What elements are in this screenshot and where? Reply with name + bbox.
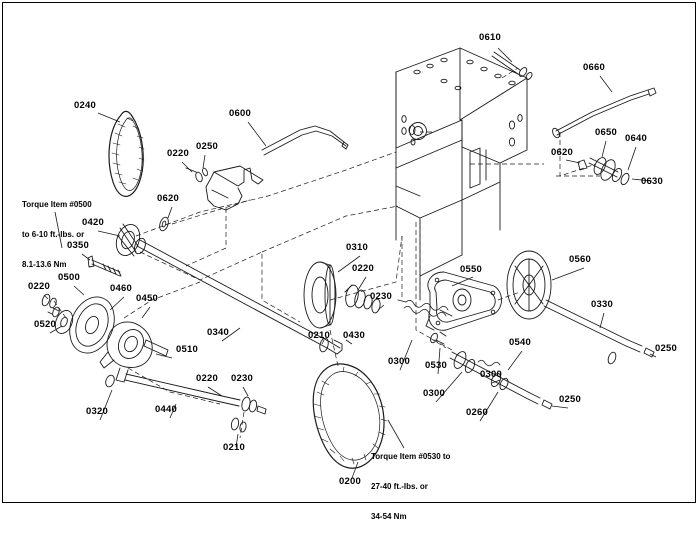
part-label-0300-a: 0300 — [388, 356, 410, 367]
part-label-0220-d: 0220 — [196, 373, 218, 384]
part-label-0420: 0420 — [82, 217, 104, 228]
part-label-0220-a: 0220 — [167, 148, 189, 159]
torque-note-0530-line-3: 34-54 Nm — [371, 512, 407, 521]
part-label-0350: 0350 — [67, 240, 89, 251]
part-label-0340: 0340 — [207, 327, 229, 338]
bolt-0350 — [88, 256, 121, 276]
part-label-0250-b: 0250 — [655, 343, 677, 354]
part-label-0440: 0440 — [155, 404, 177, 415]
part-label-0310: 0310 — [346, 242, 368, 253]
part-label-0500: 0500 — [58, 272, 80, 283]
part-label-0630: 0630 — [641, 176, 663, 187]
part-label-0200: 0200 — [339, 476, 361, 487]
part-label-0300-b: 0300 — [423, 388, 445, 399]
part-label-0330: 0330 — [591, 299, 613, 310]
hardware-cluster-right — [578, 156, 631, 186]
spring-0300-right — [478, 360, 500, 366]
part-label-0230-a: 0230 — [370, 291, 392, 302]
torque-note-0500-line-1: Torque Item #0500 — [22, 200, 92, 209]
part-label-0560: 0560 — [569, 254, 591, 265]
part-label-0530: 0530 — [425, 360, 447, 371]
part-label-0320: 0320 — [86, 406, 108, 417]
part-label-0220-c: 0220 — [28, 281, 50, 292]
part-label-0300-c: 0300 — [480, 369, 502, 380]
part-label-0650: 0650 — [595, 127, 617, 138]
bolt-0610 — [492, 52, 533, 81]
part-label-0600: 0600 — [229, 108, 251, 119]
part-label-0540: 0540 — [509, 337, 531, 348]
torque-note-0530 — [371, 432, 450, 542]
part-label-0230-b: 0230 — [231, 373, 253, 384]
bracket-0600 — [186, 166, 263, 210]
torque-note-0530-line-2: 27-40 ft.-lbs. or — [371, 482, 428, 491]
spring-0300-left — [398, 300, 452, 316]
pulley-0460 — [48, 290, 122, 360]
part-label-0240: 0240 — [74, 100, 96, 111]
part-label-0550: 0550 — [460, 264, 482, 275]
part-label-0620-a: 0620 — [551, 147, 573, 158]
part-label-0610: 0610 — [479, 32, 501, 43]
torque-note-0500-line-3: 8.1-13.6 Nm — [22, 260, 67, 269]
part-label-0660: 0660 — [583, 62, 605, 73]
part-label-0460: 0460 — [110, 283, 132, 294]
friction-disc-0310 — [304, 262, 336, 328]
torque-note-0500-line-2: to 6-10 ft.-lbs. or — [22, 230, 85, 239]
part-label-0430: 0430 — [343, 330, 365, 341]
leader-lines — [44, 48, 656, 478]
wheel-0560 — [507, 251, 551, 319]
part-label-0250-a: 0250 — [196, 141, 218, 152]
part-label-0210-a: 0210 — [308, 330, 330, 341]
gearbox-0510 — [100, 322, 168, 388]
part-label-0520: 0520 — [34, 319, 56, 330]
part-label-0510: 0510 — [176, 344, 198, 355]
part-label-0450: 0450 — [136, 293, 158, 304]
part-label-0640: 0640 — [625, 133, 647, 144]
torque-note-0530-line-1: Torque Item #0530 to — [371, 452, 451, 461]
part-label-0620-b: 0620 — [157, 193, 179, 204]
torque-note-0500 — [22, 180, 92, 290]
part-label-0260: 0260 — [466, 407, 488, 418]
hardware-0520 — [41, 293, 58, 309]
part-label-0250-c: 0250 — [559, 394, 581, 405]
part-label-0210-b: 0210 — [223, 442, 245, 453]
rod-0600 — [262, 126, 348, 155]
part-label-0220-b: 0220 — [352, 263, 374, 274]
chain-0240 — [109, 111, 144, 196]
